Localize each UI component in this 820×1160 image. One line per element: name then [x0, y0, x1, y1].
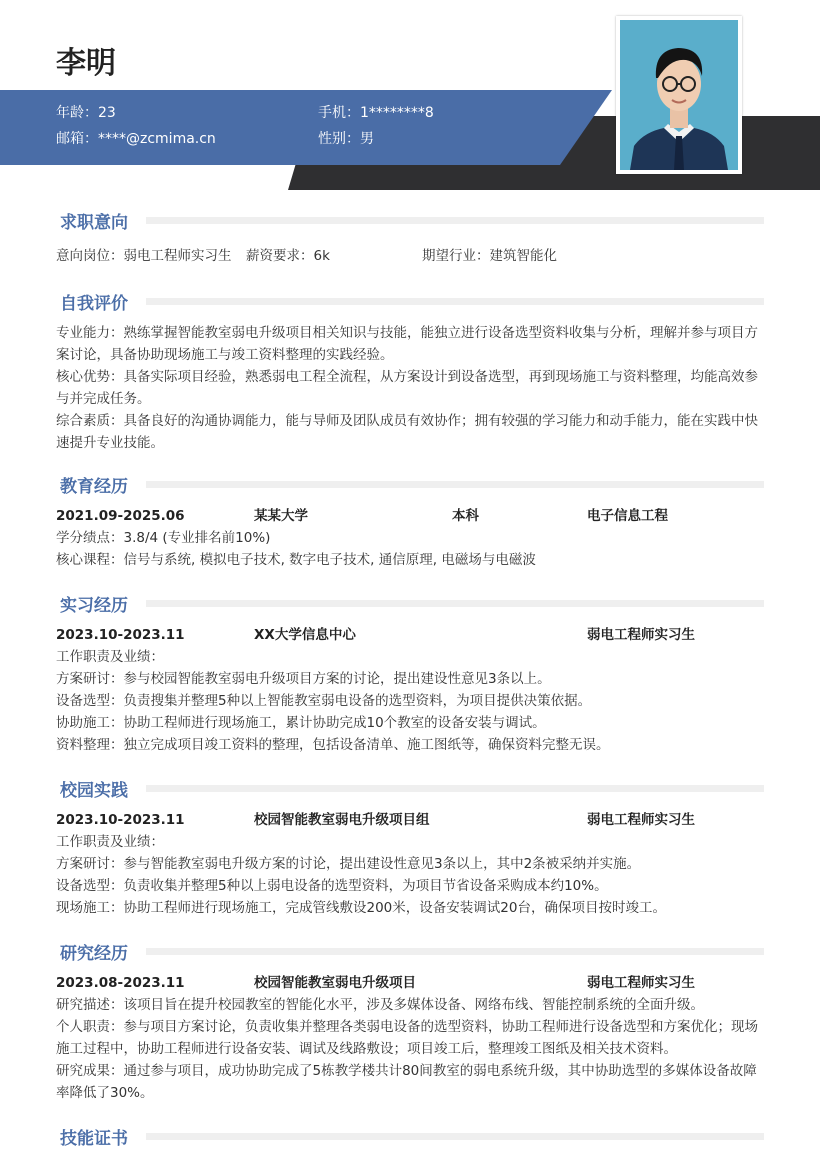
intern-role: 弱电工程师实习生 [587, 627, 695, 643]
section-divider [146, 481, 764, 488]
campus-label: 工作职责及业绩： [56, 834, 164, 850]
edu-courses: 核心课程：信号与系统, 模拟电子技术, 数字电子技术, 通信原理, 电磁场与电磁波 [56, 552, 536, 568]
section-skills [56, 1124, 764, 1148]
intern-org: XX大学信息中心 [254, 627, 356, 643]
section-divider [146, 298, 764, 305]
self-advantage: 核心优势：具备实际项目经验，熟悉弱电工程全流程，从方案设计到设备选型，再到现场施工与资料整理，均能高效参与并完成任务。 [56, 369, 758, 407]
intern-label: 工作职责及业绩： [56, 649, 164, 665]
name-heading: 李明 [56, 46, 116, 81]
research-duty: 个人职责：参与项目方案讨论，负责收集并整理各类弱电设备的选型资料，协助工程师进行设备选型和方案优化；现场施工过程中，协助工程师进行设备安装、调试及线路敷设；项目竣工后，整理竣工图纸及相关技术资料。 [56, 1019, 758, 1057]
section-divider [146, 1133, 764, 1140]
section-title: 实习经历 [60, 591, 136, 616]
info-age: 年龄：23 [56, 105, 116, 121]
self-quality: 综合素质：具备良好的沟通协调能力，能与导师及团队成员有效协作；拥有较强的学习能力和动手能力，能在实践中快速提升专业技能。 [56, 413, 758, 451]
intent-salary: 薪资要求：6k [246, 248, 330, 264]
portrait-illustration [620, 20, 738, 170]
intern-date: 2023.10-2023.11 [56, 627, 185, 643]
section-divider [146, 948, 764, 955]
section-self [56, 289, 764, 454]
campus-date: 2023.10-2023.11 [56, 812, 185, 828]
section-title: 技能证书 [60, 1124, 136, 1149]
intent-industry: 期望行业：建筑智能化 [422, 248, 557, 264]
section-divider [146, 600, 764, 607]
intern-item: 方案研讨：参与校园智能教室弱电升级项目方案的讨论，提出建设性意见3条以上。 [56, 671, 551, 687]
campus-item: 方案研讨：参与智能教室弱电升级方案的讨论，提出建设性意见3条以上，其中2条被采纳并实施。 [56, 856, 641, 872]
research-role: 弱电工程师实习生 [587, 975, 695, 991]
intern-item: 资料整理：独立完成项目竣工资料的整理，包括设备清单、施工图纸等，确保资料完整无误。 [56, 737, 610, 753]
intern-item: 设备选型：负责搜集并整理5种以上智能教室弱电设备的选型资料，为项目提供决策依据。 [56, 693, 592, 709]
campus-item: 设备选型：负责收集并整理5种以上弱电设备的选型资料，为项目节省设备采购成本约10%。 [56, 878, 608, 894]
section-campus [56, 776, 764, 919]
edu-major: 电子信息工程 [587, 508, 668, 524]
section-education [56, 472, 764, 571]
campus-role: 弱电工程师实习生 [587, 812, 695, 828]
section-title: 自我评价 [60, 289, 136, 314]
campus-item: 现场施工：协助工程师进行现场施工，完成管线敷设200米，设备安装调试20台，确保项目按时竣工。 [56, 900, 666, 916]
section-title: 校园实践 [60, 776, 136, 801]
section-title: 研究经历 [60, 939, 136, 964]
intern-item: 协助施工：协助工程师进行现场施工，累计协助完成10个教室的设备安装与调试。 [56, 715, 546, 731]
section-intent [56, 208, 764, 267]
research-result: 研究成果：通过参与项目，成功协助完成了5栋教学楼共计80间教室的弱电系统升级，其中协助选型的多媒体设备故障率降低了30%。 [56, 1063, 757, 1101]
research-org: 校园智能教室弱电升级项目 [254, 975, 416, 991]
edu-gpa: 学分绩点：3.8/4 (专业排名前10%) [56, 530, 271, 546]
info-phone: 手机：1********8 [318, 105, 434, 121]
section-title: 教育经历 [60, 472, 136, 497]
info-email: 邮箱：****@zcmima.cn [56, 131, 216, 147]
edu-school: 某某大学 [254, 508, 308, 524]
section-internship [56, 591, 764, 756]
campus-org: 校园智能教室弱电升级项目组 [254, 812, 430, 828]
edu-date: 2021.09-2025.06 [56, 508, 185, 524]
info-gender: 性别：男 [318, 131, 374, 147]
profile-photo [616, 16, 742, 174]
section-title: 求职意向 [60, 208, 136, 233]
intent-position: 意向岗位：弱电工程师实习生 [56, 248, 232, 264]
research-desc: 研究描述：该项目旨在提升校园教室的智能化水平，涉及多媒体设备、网络布线、智能控制系统的全面升级。 [56, 997, 704, 1013]
edu-degree: 本科 [452, 508, 479, 524]
section-divider [146, 785, 764, 792]
section-divider [146, 217, 764, 224]
self-professional: 专业能力：熟练掌握智能教室弱电升级项目相关知识与技能，能独立进行设备选型资料收集与分析，理解并参与项目方案讨论，具备协助现场施工与竣工资料整理的实践经验。 [56, 325, 758, 363]
research-date: 2023.08-2023.11 [56, 975, 185, 991]
section-research [56, 939, 764, 1104]
